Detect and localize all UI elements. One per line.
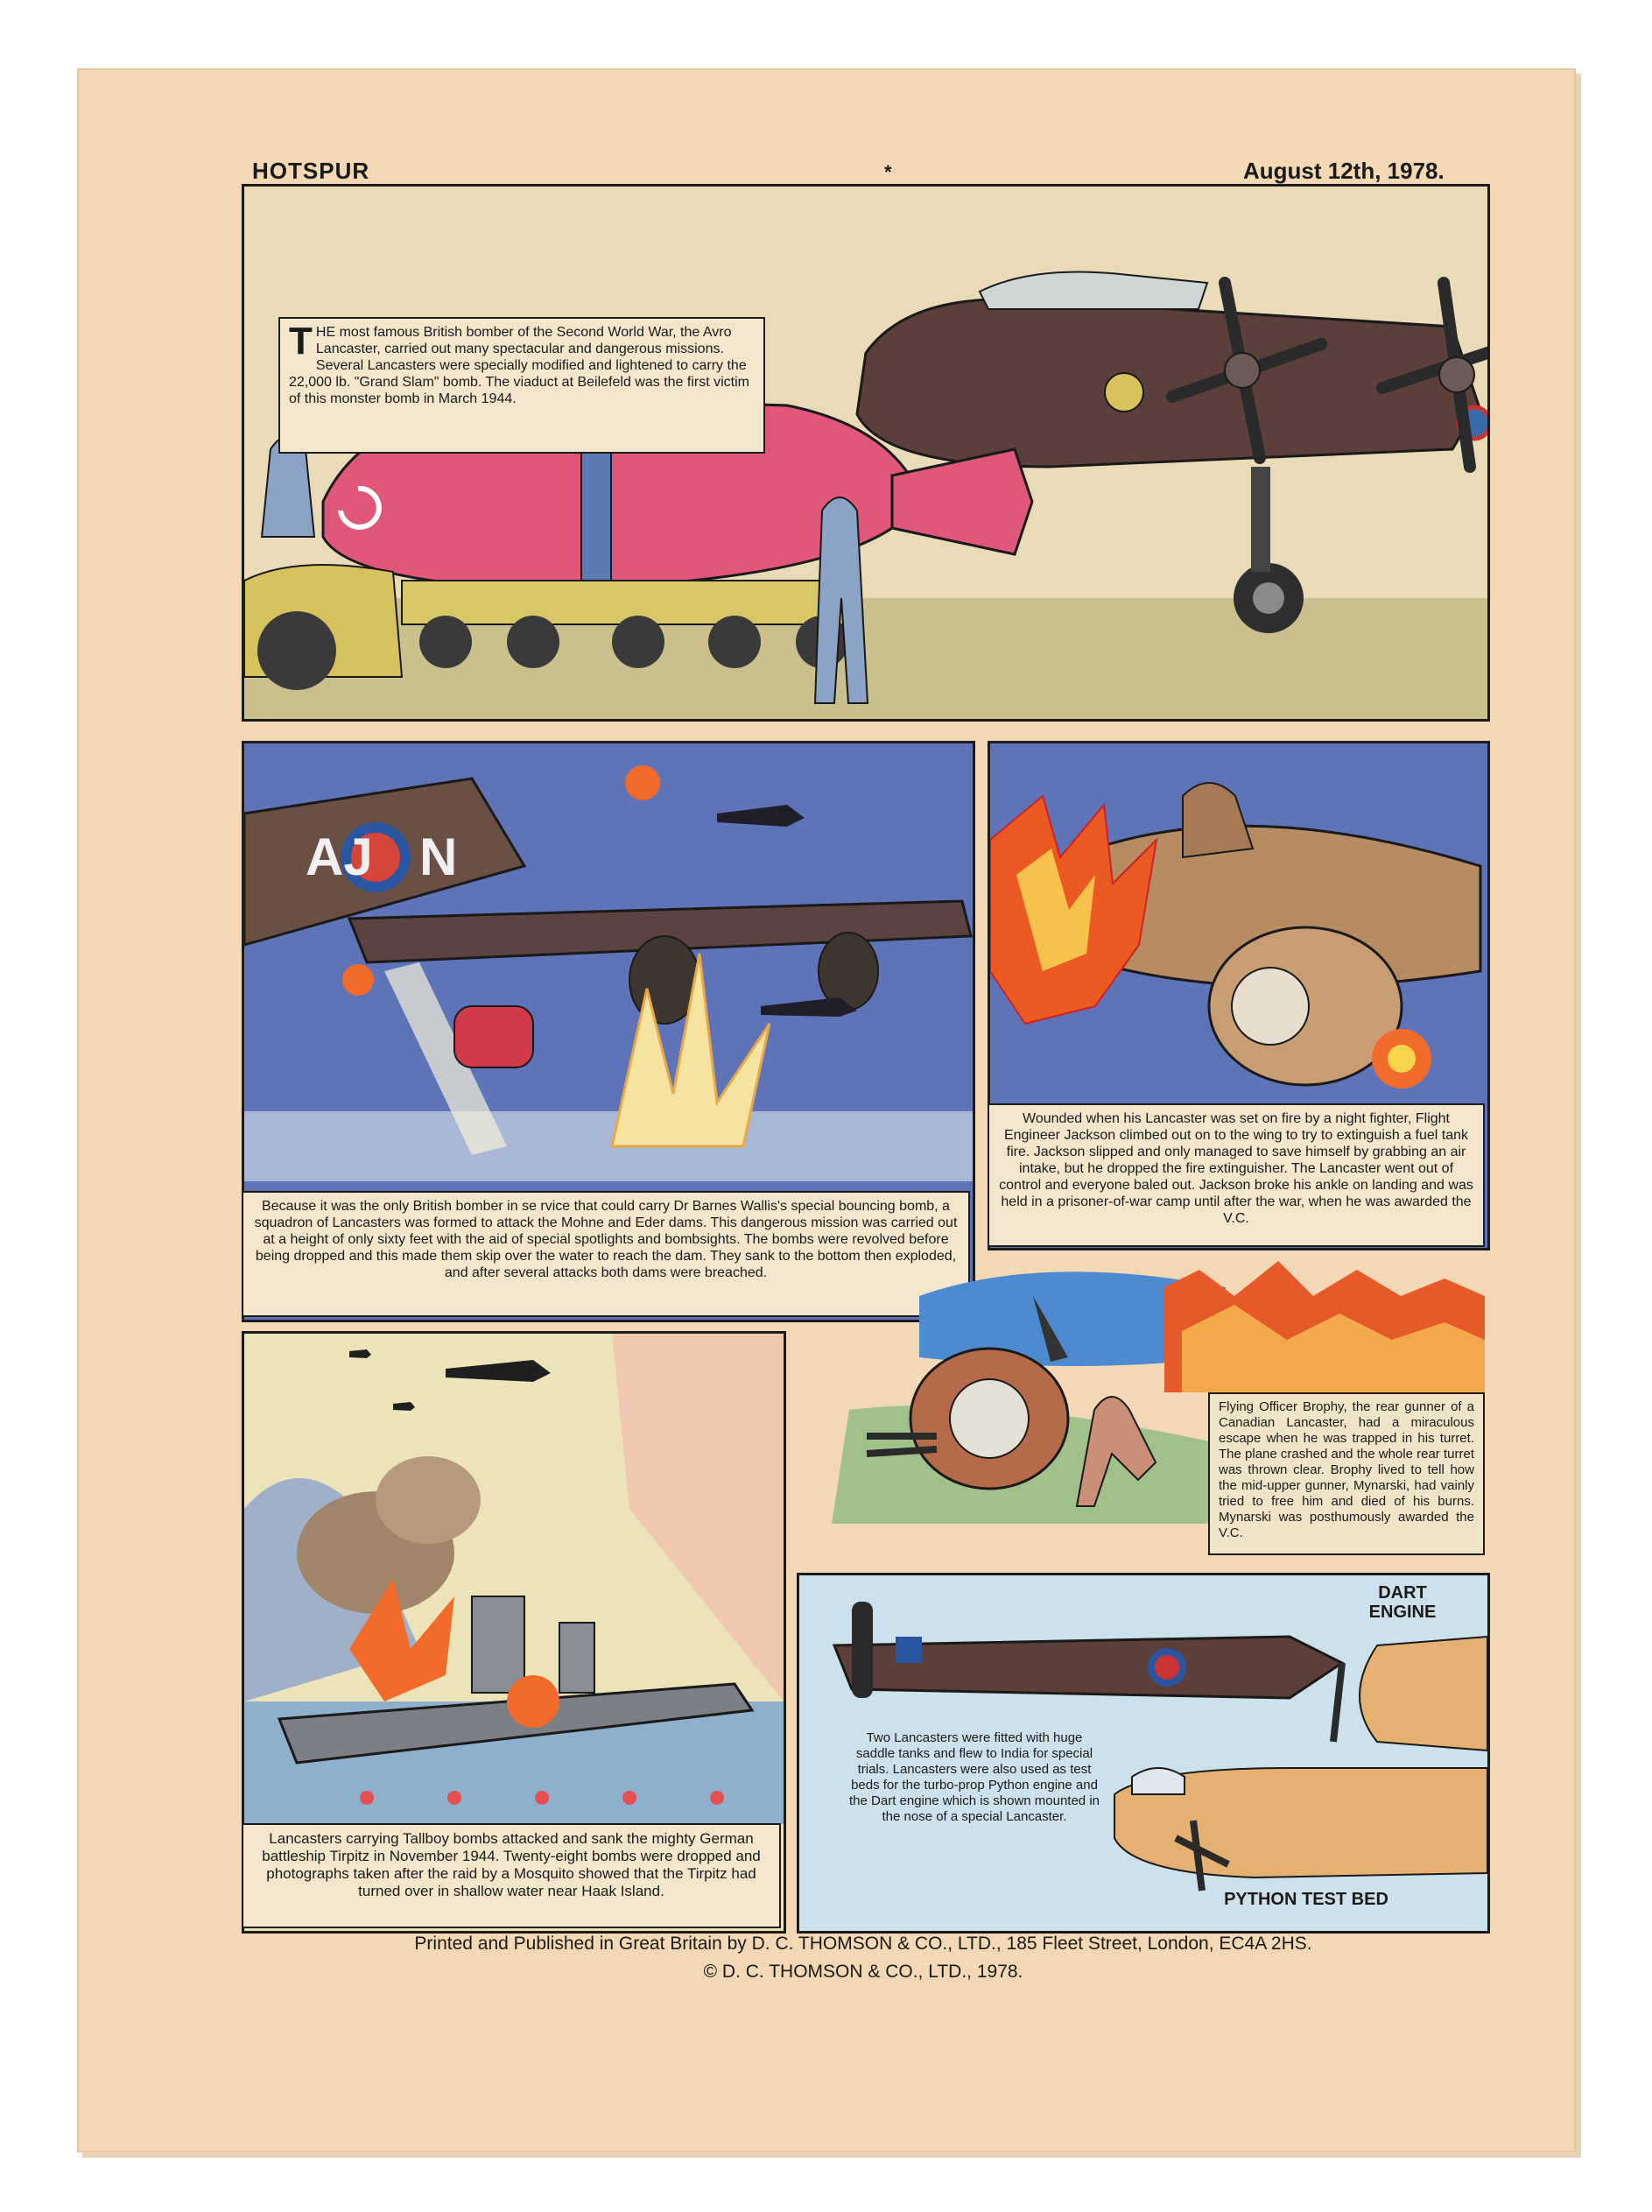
brophy-fire [1164,1261,1485,1392]
footer-copyright: © D. C. THOMSON & CO., LTD., 1978. [703,1962,1023,1982]
dambusters-illustration [244,743,973,1181]
caption-dambusters: Because it was the only British bomber in se rvice that could carry Dr Barnes Wallis's special bouncing bomb, a squadron of Lancasters was formed to attack the Mohne and Eder dams. This dangerous mission was carried out at a height of only sixty feet with the aid of special spotlights and bombsights. The bombs were revolved before being dropped and this made them skip over the water to reach the dam. They sank to the bottom then exploded, and after several attacks both dams were breached. [242,1191,970,1317]
caption-testbeds: Two Lancasters were fitted with huge saddle tanks and flew to India for special trials. Lancasters were also used as test beds for the turbo-prop Python engine and the Dart engine which is shown mounted in the nose of a special Lancaster. [849,1730,1100,1824]
aircraft-code-right: N [419,828,458,886]
label-python-test-bed: PYTHON TEST BED [1224,1890,1388,1909]
aircraft-code-left: AJ [306,828,373,886]
jackson-illustration [990,743,1487,1111]
caption-intro-text: HE most famous British bomber of the Second World War, the Avro Lancaster, carried out many spectacular and dangerous missions. Several Lancasters were specially modified and lightened to carry the 22,000 lb. "Grand Slam" bomb. The viaduct at Beilefeld was the first victim of this monster bomb in March 1944. [289,325,749,406]
issue-date: August 12th, 1978. [1243,158,1445,184]
caption-brophy: Flying Officer Brophy, the rear gunner of a Canadian Lancaster, had a miraculous escape when he was trapped in his turret. The plane crashed and the whole rear turret was thrown clear. Brophy lived to tell how the mid-upper gunner, Mynarski, had vainly tried to free him and died of his burns. Mynarski was posthumously awarded the V.C. [1208,1392,1485,1555]
label-dart-engine: DART ENGINE [1368,1583,1437,1622]
caption-intro [278,317,765,454]
footer-publisher: Printed and Published in Great Britain by D. C. THOMSON & CO., LTD., 185 Fleet Street, London, EC4A 2HS. [414,1934,1312,1954]
caption-jackson: Wounded when his Lancaster was set on fire by a night fighter, Flight Engineer Jackson climbed out on to the wing to try to extinguish a fuel tank fire. Jackson slipped and only managed to save himself by grabbing an air intake, but he dropped the fire extinguisher. The Lancaster went out of control and everyone baled out. Jackson broke his ankle on landing and was held in a prisoner-of-war camp until after the war, when he was awarded the V.C. [988,1103,1485,1247]
tirpitz-illustration [244,1334,784,1824]
header-asterisk: * [884,161,893,183]
publication-name: HOTSPUR [252,158,370,184]
caption-tirpitz: Lancasters carrying Tallboy bombs attacked and sank the mighty German battleship Tirpitz in November 1944. Twenty-eight bombs were dropped and photographs taken after the raid by a Mosquito showed that the Tirpitz had turned over in shallow water near Haak Island. [242,1823,781,1928]
caption-intro-drop-cap: T [289,320,313,363]
